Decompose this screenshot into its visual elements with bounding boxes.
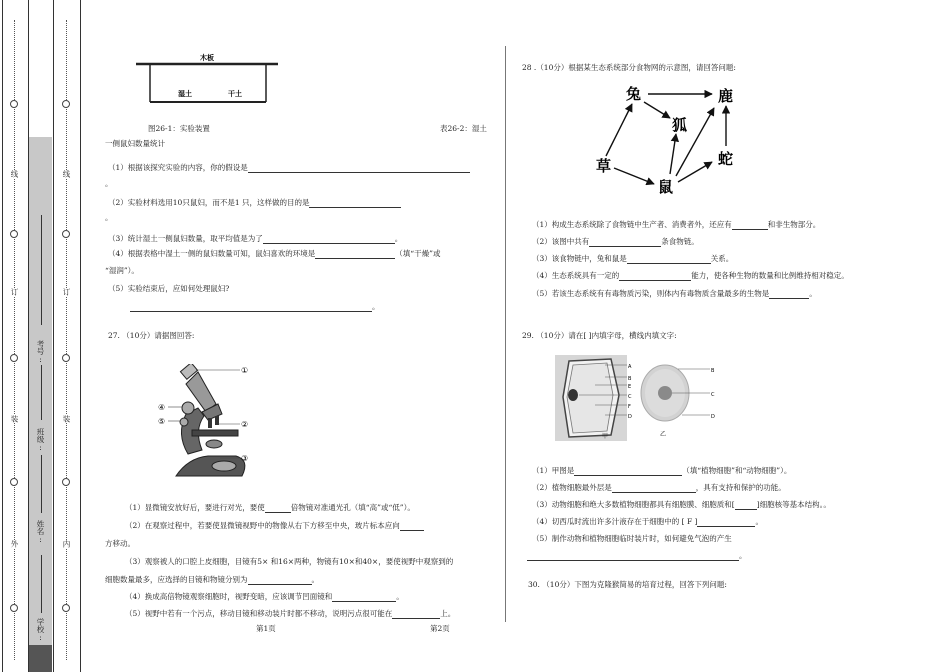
inner-bind-char: 订 [62,288,71,296]
q27-p4-blank[interactable] [332,593,396,602]
q27-microscope-figure [158,364,268,482]
q26-caption3: 一侧鼠妇数量统计 [105,139,165,148]
q27-label-2: ② [241,420,249,429]
q27-p2 [125,521,424,531]
q27-p3-end: 。 [311,575,319,584]
q27-p4-text: （4）换成高倍物镜观察细胞时，视野变暗，应该调节凹面镜和 [125,592,333,601]
q28-p3-text-a: （3）该食物链中，兔和鼠是 [532,254,627,263]
page-divider [505,46,506,622]
q29-p5-end: 。 [739,551,747,560]
q28-node-fox: 狐 [672,116,688,134]
q29-p5-blank[interactable] [527,552,739,561]
q26-p2 [108,198,401,208]
q29-p2 [532,483,786,493]
q28-p3 [532,254,733,264]
q27-p1-blank[interactable] [265,504,291,513]
q28-p1-blank[interactable] [732,221,768,230]
q29-p4-text: （4）切西瓜时流出许多汁液存在于细胞中的 [ F ] [532,517,698,526]
q27-p5-blank[interactable] [392,610,440,619]
q27-p2-text: （2）在观察过程中，若要使显微镜视野中的物像从右下方移至中央，玻片标本应向 [125,521,400,530]
q28-p1 [532,220,820,230]
q28-p3-text-b: 关系。 [710,254,734,263]
q28-p3-blank[interactable] [627,255,711,264]
dark-block [29,645,52,672]
q26-p1 [108,163,470,173]
field-xingming: 姓名: [36,520,45,544]
q26-p5: （5）实验结束后，应如何处理鼠妇? [108,284,230,293]
inner-inside-char: 内 [62,540,71,548]
q29-p4-blank[interactable] [697,518,755,527]
q26-p3-end: 。 [394,234,403,243]
q29-p5: （5）制作动物和植物细胞临时装片时，如何避免气泡的产生 [532,534,732,543]
q26-p2-end: 。 [105,213,113,222]
q29-p3-text-a: （3）动物细胞和绝大多数植物细胞都具有细胞膜、细胞质和[ [532,500,735,509]
q26-p5-end: 。 [372,302,380,311]
q27-title: 27. （10分）请据图回答: [108,331,195,340]
q28-node-mouse: 鼠 [658,178,674,196]
q28-node-snake: 蛇 [718,150,734,168]
q27-p4-end: 。 [396,592,404,601]
q29-b-label-C: C [711,392,715,398]
q26-p5-answer [130,302,380,312]
q29-animal-cell-figure [640,355,720,435]
footer-page1: 第1页 [256,624,276,633]
q29-p3 [532,500,831,510]
q27-p2b: 方移动。 [105,539,135,548]
outer-outside-char: 外 [10,540,19,548]
q28-p1-text-a: （1）构成生态系统除了食物链中生产者、消费者外，还应有 [532,220,732,229]
q27-p3b [105,575,319,585]
field-banji-line[interactable] [41,365,42,420]
q28-node-grass: 草 [596,157,612,175]
q29-a-label-B: B [628,376,632,382]
q30-title: 30. （10分）下图为克隆猴简易的培育过程，回答下列问题: [528,580,727,589]
q28-p4-text-b: 能力，使各种生物的数量和比例维持相对稳定。 [691,271,849,280]
q27-label-4: ④ [158,403,166,412]
q28-p2 [532,237,699,247]
q27-p5 [125,609,455,619]
inner-seal-char: 装 [62,415,71,423]
q27-p4 [125,592,404,602]
q27-p1 [125,503,415,513]
q29-p3-text-c: 细胞核等基本结构。。 [759,500,831,509]
q26-p2-blank[interactable] [309,199,401,208]
q26-p3-blank[interactable] [263,235,395,244]
q29-a-label-F: F [628,404,631,410]
q28-p5 [532,289,817,299]
q26-p3 [108,234,402,244]
q26-p4-tail: （填“干燥”或 [395,249,441,258]
q29-p1-blank[interactable] [574,467,682,476]
q29-a-label-E: E [628,384,632,390]
q28-title: 28 .（10分）根据某生态系统部分食物网的示意图，请回答问题: [522,63,736,72]
q27-p5-text: （5）视野中若有一个污点，移动目镜和移动装片时都不移动，说明污点很可能在 [125,609,393,618]
q28-node-rabbit: 兔 [626,85,642,103]
white-panel [29,0,52,137]
q29-p5-answer [527,551,747,561]
q26-caption2: 表26-2：湿土 [440,124,487,133]
q28-p5-blank[interactable] [769,290,809,299]
q26-p3-text: （3）统计湿土一侧鼠妇数量，取平均值是为了 [108,234,263,243]
q28-p5-text: （5）若该生态系统有有毒物质污染，则体内有毒物质含量最多的生物是 [532,289,770,298]
q26-apparatus-figure [136,52,286,107]
q29-title: 29. （10分）请在[ ]内填字母，横线内填文字: [522,331,677,340]
q27-p2-blank[interactable] [400,522,424,531]
q28-p5-end: 。 [809,289,817,298]
q28-p2-text-b: 条食物链。 [661,237,699,246]
inner-line-char: 线 [62,170,71,178]
q26-label-wet: 湿土 [178,90,192,98]
q29-p4-end: 。 [755,517,763,526]
q29-p4 [532,517,763,527]
q28-p2-blank[interactable] [589,238,661,247]
footer-page2: 第2页 [430,624,450,633]
field-kaohao: 考号: [36,340,45,364]
q26-caption1: 图26-1：实验装置 [148,124,210,133]
q29-p1-text-a: （1）甲图是 [532,466,575,475]
q27-p3-blank[interactable] [248,576,312,585]
q29-p2-text-b: ，具有支持和保护的功能。 [695,483,786,492]
q26-label-dry: 干土 [228,90,242,98]
q27-label-3: ③ [241,454,249,463]
q29-a-label-A: A [628,364,632,370]
q29-p2-text-a: （2）植物细胞最外层是 [532,483,612,492]
q26-p1-blank[interactable] [248,164,470,173]
q28-node-deer: 鹿 [718,87,734,105]
q28-p4 [532,271,849,281]
outer-seal-char: 装 [10,415,19,423]
q26-label-board: 木板 [200,54,214,62]
q28-p2-text-a: （2）该图中共有 [532,237,590,246]
q26-p4b: “湿润”）。 [105,266,139,275]
field-xingming-line[interactable] [41,455,42,513]
q29-plant-cell-figure [555,355,637,441]
q26-p4-text: （4）根据表格中湿土一侧的鼠妇数量可知，鼠妇喜欢的环境是 [108,249,316,258]
field-kaohao-line[interactable] [41,215,42,325]
field-xuexiao-line[interactable] [41,555,42,613]
q27-label-5: ⑤ [158,417,166,426]
outer-line-char: 线 [10,170,19,178]
q28-p4-blank[interactable] [619,272,691,281]
q26-p1-end: 。 [105,179,113,188]
q29-p3-text-b: ] [756,500,760,509]
q29-cap-b: 乙 [660,431,667,438]
q29-a-label-C: C [628,394,632,400]
field-banji: 班级: [36,428,45,452]
q28-p4-text-a: （4）生态系统具有一定的 [532,271,620,280]
q27-label-1: ① [241,366,249,375]
field-xuexiao: 学校: [36,618,45,642]
q28-p1-text-b: 和非生物部分。 [767,220,821,229]
q29-cap-a: 甲 [602,433,609,440]
q27-p3b-text: 细胞数量最多，应选择的目镜和物镜分别为 [105,575,248,584]
q29-b-label-D: D [711,414,715,420]
q29-a-label-D: D [628,414,632,420]
q27-p3a: （3）观察被人的口腔上皮细胞，目镜有5× 和16×两种，物镜有10×和40×，要使视野中观察到的 [125,557,454,566]
q29-p2-blank[interactable] [612,484,696,493]
q26-p1-text: （1）根据该探究实验的内容，你的假设是 [108,163,248,172]
q29-p1 [532,466,791,476]
q29-p3-blank[interactable] [735,501,757,510]
q26-p4-blank[interactable] [315,250,395,259]
q29-p1-text-b: （填“植物细胞”和“动物细胞”）。 [682,466,792,475]
outer-bind-char: 订 [10,288,19,296]
q27-p5-end: 上。 [440,609,456,618]
q27-p1-text-a: （1）显微镜安放好后，要进行对光，要使 [125,503,265,512]
q27-p1-text-b: 倍物镜对准通光孔（填“高”或“低”）。 [290,503,415,512]
q26-p4 [108,249,440,259]
q29-b-label-B: B [711,368,715,374]
q28-food-web-figure [590,80,750,200]
q26-p5-blank[interactable] [130,303,372,312]
q26-p2-text: （2）实验材料选用10只鼠妇，而不是1 只，这样做的目的是 [108,198,310,207]
